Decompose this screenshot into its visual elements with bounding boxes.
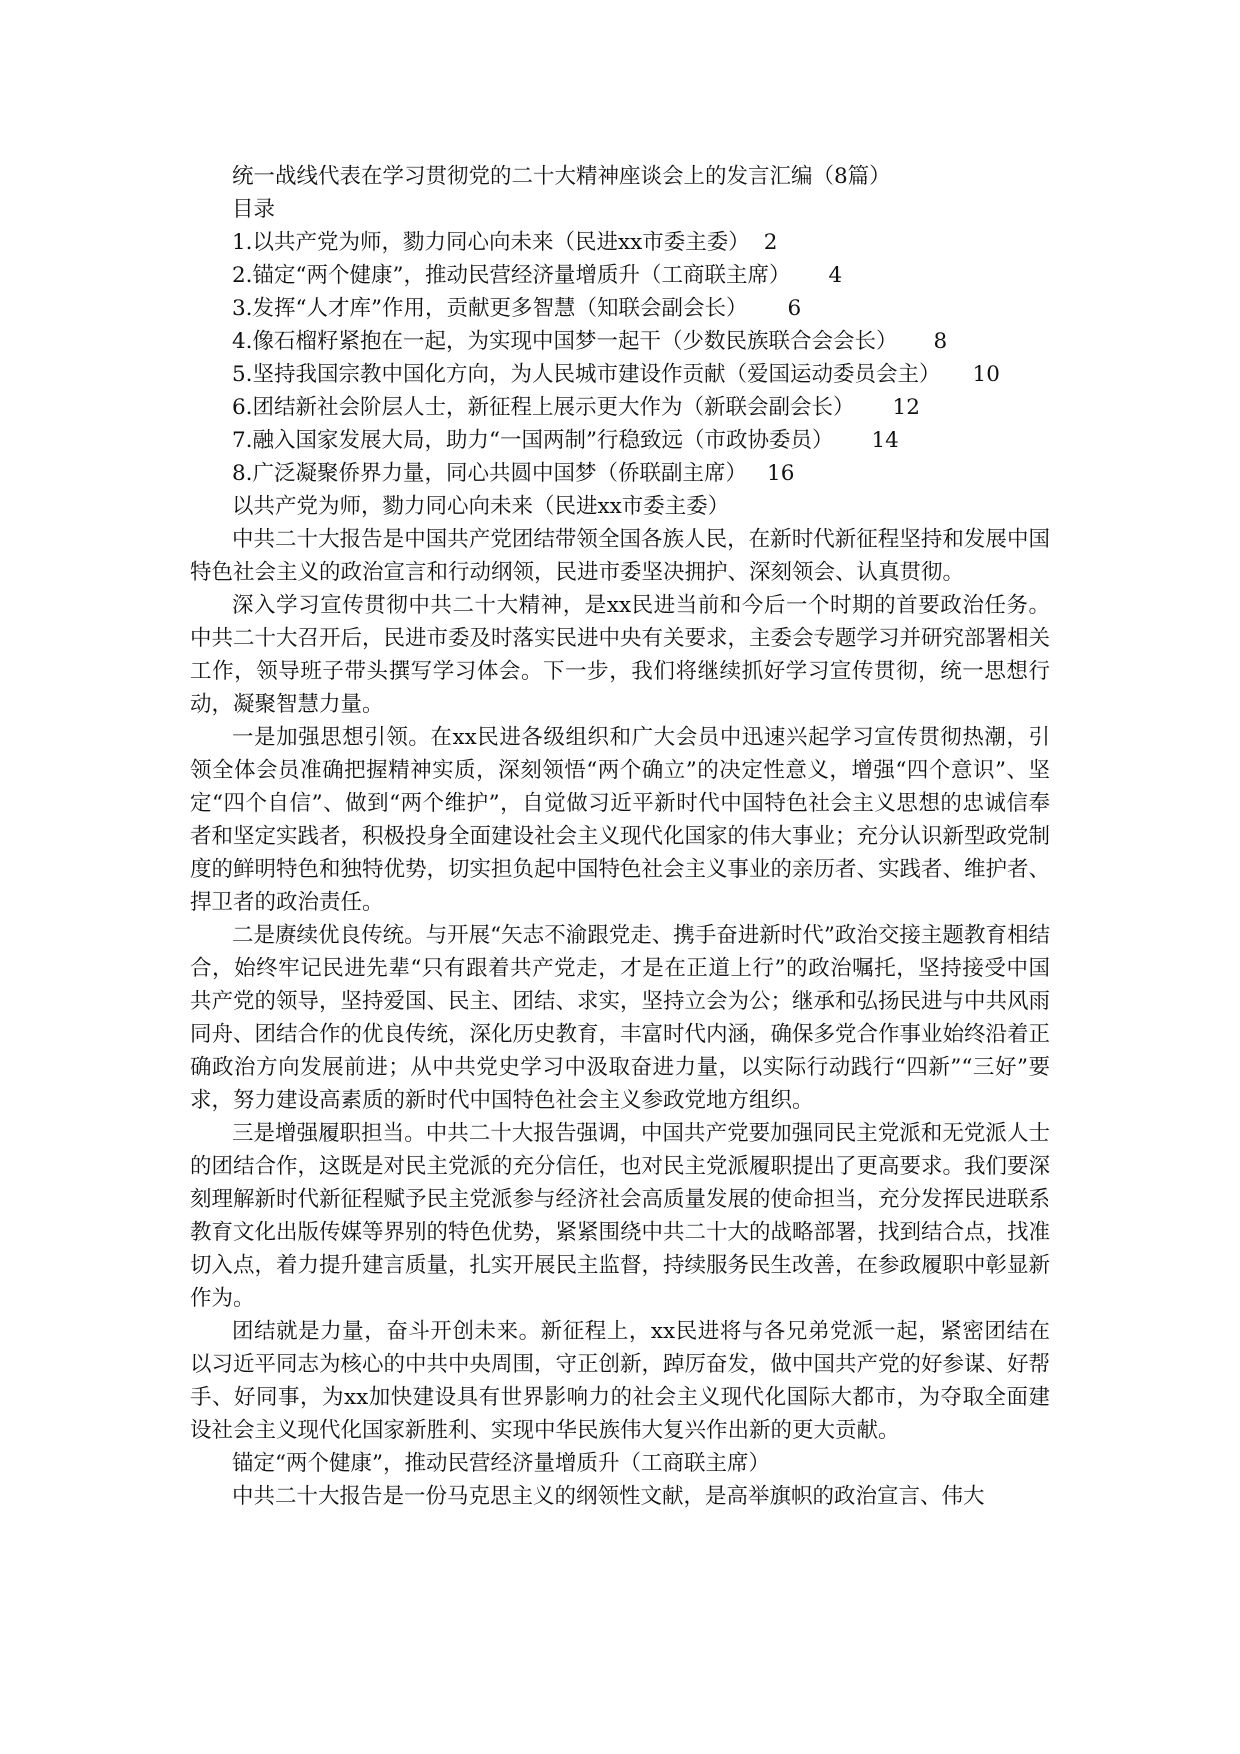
toc-item-label: 8.广泛凝聚侨界力量，同心共圆中国梦（侨联副主席） — [232, 461, 748, 486]
toc-item — [190, 226, 1050, 259]
paragraph: 中共二十大报告是一份马克思主义的纲领性文献，是高举旗帜的政治宣言、伟大 — [232, 1484, 985, 1509]
section-heading: 以共产党为师，勠力同心向未来（民进xx市委主委） — [232, 494, 730, 519]
table-of-contents — [190, 226, 1050, 490]
paragraph: 中共二十大报告是中国共产党团结带领全国各族人民，在新时代新征程坚持和发展中国特色社会主义的政治宣言和行动纲领，民进市委坚决拥护、深刻领会、认真贯彻。 — [190, 527, 1050, 585]
paragraph: 深入学习宣传贯彻中共二十大精神，是xx民进当前和今后一个时期的首要政治任务。中共二十大召开后，民进市委及时落实民进中央有关要求，主委会专题学习并研究部署相关工作，领导班子带头撰写学习体会。下一步，我们将继续抓好学习宣传贯彻，统一思想行动，凝聚智慧力量。 — [190, 593, 1051, 717]
toc-heading: 目录 — [232, 197, 276, 222]
toc-item — [190, 424, 1050, 457]
paragraph: 二是赓续优良传统。与开展“矢志不渝跟党走、携手奋进新时代”政治交接主题教育相结合，始终牢记民进先辈“只有跟着共产党走，才是在正道上行”的政治嘱托，坚持接受中国共产党的领导，坚持爱国、民主、团结、求实，坚持立会为公；继承和弘扬民进与中共风雨同舟、团结合作的优良传统，深化历史教育，丰富时代内涵，确保多党合作事业始终沿着正确政治方向发展前进；从中共党史学习中汲取奋进力量，以实际行动践行“四新”“三好”要求，努力建设高素质的新时代中国特色社会主义参政党地方组织。 — [190, 923, 1051, 1113]
toc-item — [190, 391, 1050, 424]
toc-item-page: 4 — [828, 263, 843, 288]
section-body — [190, 1480, 1050, 1513]
toc-item-label: 7.融入国家发展大局，助力“一国两制”行稳致远（市政协委员） — [232, 428, 834, 453]
toc-item-label: 3.发挥“人才库”作用，贡献更多智慧（知联会副会长） — [232, 296, 748, 321]
toc-item-page: 10 — [972, 362, 1000, 387]
toc-item-page: 8 — [933, 329, 948, 354]
toc-item — [190, 292, 1050, 325]
toc-item — [190, 457, 1050, 490]
paragraph: 团结就是力量，奋斗开创未来。新征程上，xx民进将与各兄弟党派一起，紧密团结在以习近平同志为核心的中共中央周围，守正创新，踔厉奋发，做中国共产党的好参谋、好帮手、好同事，为xx加快建设具有世界影响力的社会主义现代化国际大都市，为夺取全面建设社会主义现代化国家新胜利、实现中华民族伟大复兴作出新的更大贡献。 — [190, 1319, 1051, 1443]
paragraph: 一是加强思想引领。在xx民进各级组织和广大会员中迅速兴起学习宣传贯彻热潮，引领全体会员准确把握精神实质，深刻领悟“两个确立”的决定性意义，增强“四个意识”、坚定“四个自信”、做到“两个维护”，自觉做习近平新时代中国特色社会主义思想的忠诚信奉者和坚定实践者，积极投身全面建设社会主义现代化国家的伟大事业；充分认识新型政党制度的鲜明特色和独特优势，切实担负起中国特色社会主义事业的亲历者、实践者、维护者、捍卫者的政治责任。 — [190, 725, 1051, 915]
toc-item-label: 4.像石榴籽紧抱在一起，为实现中国梦一起干（少数民族联合会会长） — [232, 329, 898, 354]
toc-item — [190, 259, 1050, 292]
toc-item — [190, 325, 1050, 358]
toc-item-page: 14 — [871, 428, 899, 453]
toc-item-label: 6.团结新社会阶层人士，新征程上展示更大作为（新联会副会长） — [232, 395, 855, 420]
toc-item-label: 5.坚持我国宗教中国化方向，为人民城市建设作贡献（爱国运动委员会主） — [232, 362, 941, 387]
toc-item-page: 12 — [892, 395, 920, 420]
paragraph: 三是增强履职担当。中共二十大报告强调，中国共产党要加强同民主党派和无党派人士的团结合作，这既是对民主党派的充分信任，也对民主党派履职提出了更高要求。我们要深刻理解新时代新征程赋予民主党派参与经济社会高质量发展的使命担当，充分发挥民进联系教育文化出版传媒等界别的特色优势，紧紧围绕中共二十大的战略部署，找到结合点，找准切入点，着力提升建言质量，扎实开展民主监督，持续服务民生改善，在参政履职中彰显新作为。 — [190, 1121, 1051, 1311]
toc-item-label: 2.锚定“两个健康”，推动民营经济量增质升（工商联主席） — [232, 263, 791, 288]
section-heading: 锚定“两个健康”，推动民营经济量增质升（工商联主席） — [232, 1451, 770, 1476]
toc-item-page: 6 — [787, 296, 802, 321]
document-title: 统一战线代表在学习贯彻党的二十大精神座谈会上的发言汇编（8篇） — [232, 164, 891, 189]
toc-item — [190, 358, 1050, 391]
toc-item-label: 1.以共产党为师，勠力同心向未来（民进xx市委主委） — [232, 230, 750, 255]
section-body — [190, 523, 1050, 1447]
toc-item-page: 16 — [767, 461, 795, 486]
toc-item-page: 2 — [763, 230, 778, 255]
document-body — [190, 160, 1050, 1513]
